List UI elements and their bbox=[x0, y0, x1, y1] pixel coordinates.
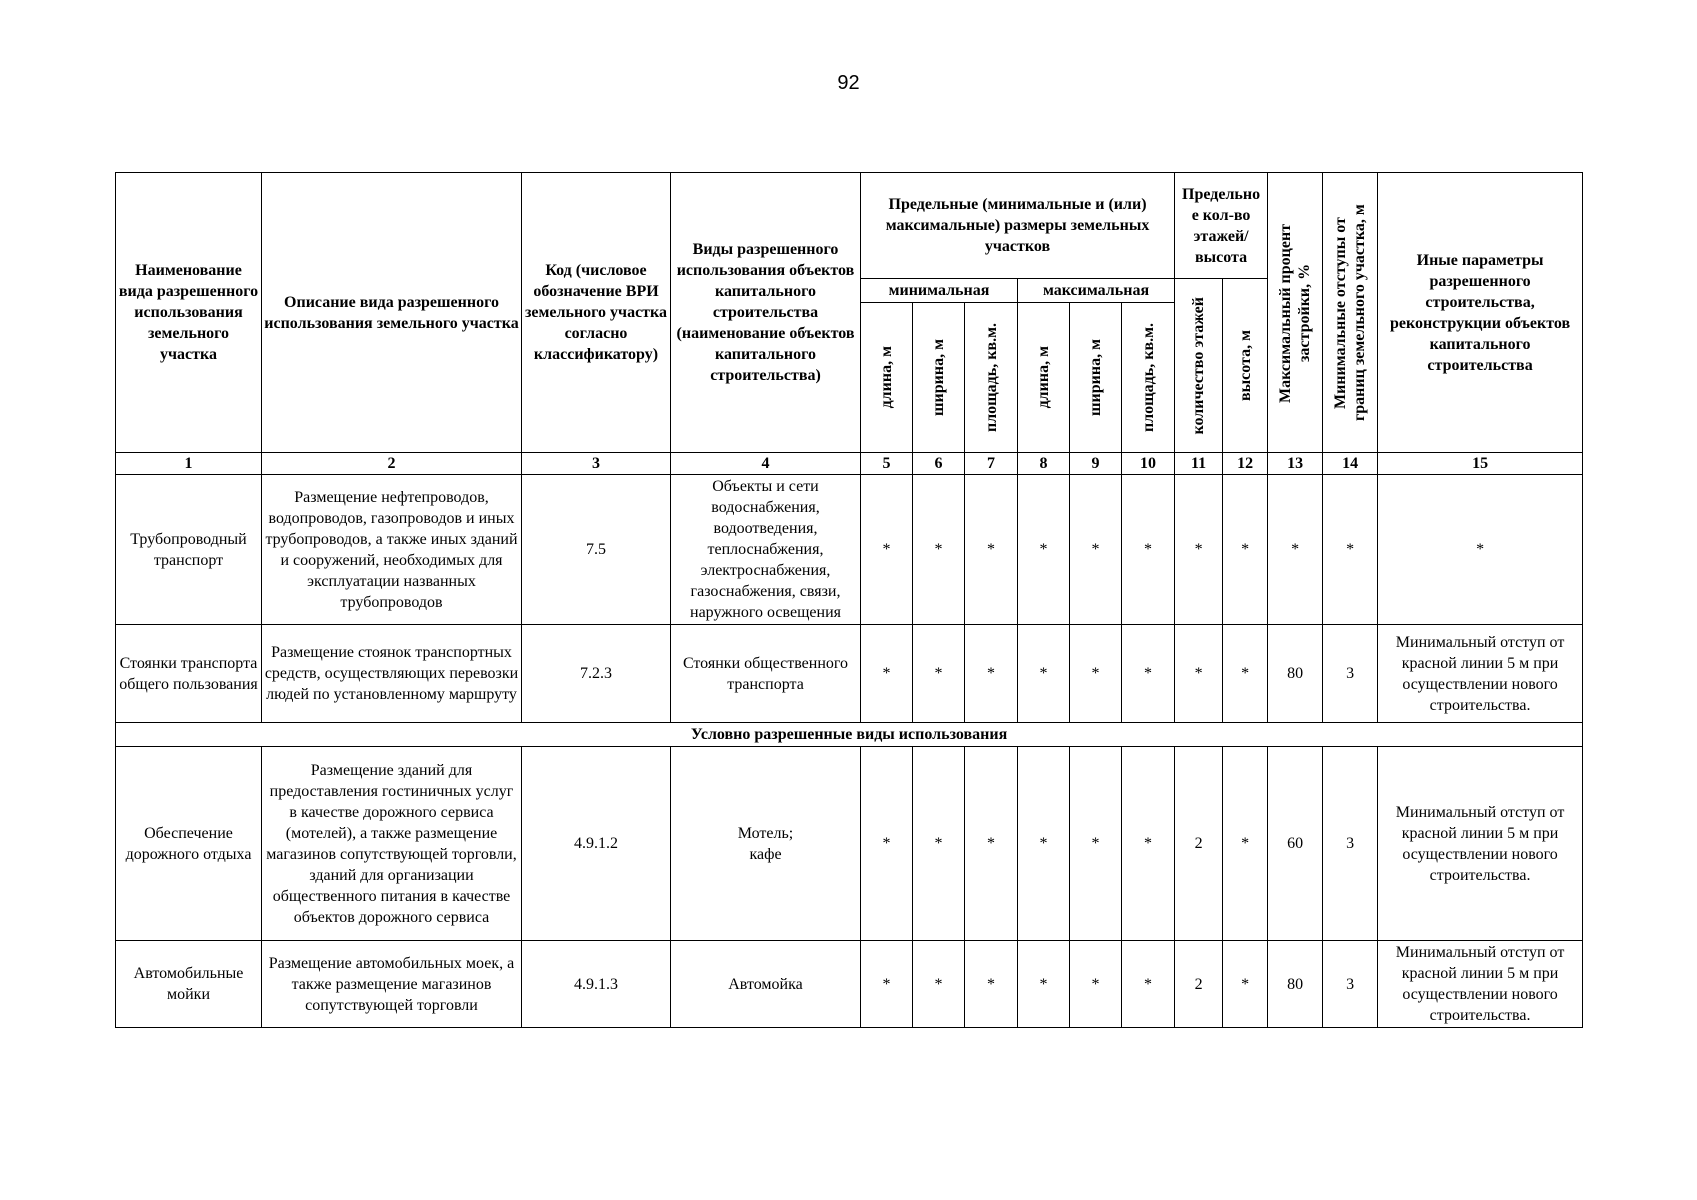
table-row bbox=[116, 475, 1583, 625]
header-min-setbacks: Минимальные отступы от границ земельного участка, м bbox=[1323, 173, 1378, 453]
cell-objects: Объекты и сети водоснабжения, водоотведения, теплоснабжения, электроснабжения, газоснабжения, связи, наружного освещения bbox=[671, 475, 861, 625]
column-number: 15 bbox=[1378, 453, 1583, 475]
cell-value: * bbox=[1122, 625, 1175, 723]
cell-description: Размещение автомобильных моек, а также размещение магазинов сопутствующей торговли bbox=[262, 941, 522, 1028]
cell-value: * bbox=[861, 475, 913, 625]
cell-description: Размещение стоянок транспортных средств, осуществляющих перевозки людей по установленному маршруту bbox=[262, 625, 522, 723]
cell-value: * bbox=[1070, 747, 1122, 941]
cell-objects: Мотель; кафе bbox=[671, 747, 861, 941]
column-number: 4 bbox=[671, 453, 861, 475]
column-number: 7 bbox=[965, 453, 1018, 475]
cell-value: * bbox=[1175, 625, 1223, 723]
cell-name: Обеспечение дорожного отдыха bbox=[116, 747, 262, 941]
cell-other-params: Минимальный отступ от красной линии 5 м при осуществлении нового строительства. bbox=[1378, 747, 1583, 941]
cell-other-params: * bbox=[1378, 475, 1583, 625]
cell-value: 2 bbox=[1175, 941, 1223, 1028]
header-description: Описание вида разрешенного использования земельного участка bbox=[262, 173, 522, 453]
cell-code: 4.9.1.3 bbox=[522, 941, 671, 1028]
cell-value: * bbox=[1018, 747, 1070, 941]
header-name: Наименование вида разрешенного использования земельного участка bbox=[116, 173, 262, 453]
cell-value: * bbox=[1323, 475, 1378, 625]
cell-value: * bbox=[965, 941, 1018, 1028]
header-max-length: длина, м bbox=[1018, 303, 1070, 453]
cell-value: * bbox=[1122, 747, 1175, 941]
cell-value: * bbox=[1223, 941, 1268, 1028]
cell-code: 7.2.3 bbox=[522, 625, 671, 723]
cell-name: Трубопроводный транспорт bbox=[116, 475, 262, 625]
header-min-area: площадь, кв.м. bbox=[965, 303, 1018, 453]
cell-value: * bbox=[913, 475, 965, 625]
cell-description: Размещение зданий для предоставления гостиничных услуг в качестве дорожного сервиса (мотелей), а также размещение магазинов сопутствующей торговли, зданий для организации общественного питания в качестве объектов дорожного сервиса bbox=[262, 747, 522, 941]
cell-other-params: Минимальный отступ от красной линии 5 м при осуществлении нового строительства. bbox=[1378, 941, 1583, 1028]
column-number: 11 bbox=[1175, 453, 1223, 475]
column-number: 6 bbox=[913, 453, 965, 475]
header-objects: Виды разрешенного использования объектов капитального строительства (наименование объектов капитального строительства) bbox=[671, 173, 861, 453]
cell-value: * bbox=[913, 941, 965, 1028]
cell-value: * bbox=[1070, 475, 1122, 625]
cell-value: * bbox=[1070, 625, 1122, 723]
cell-value: * bbox=[861, 625, 913, 723]
column-number: 5 bbox=[861, 453, 913, 475]
column-number: 2 bbox=[262, 453, 522, 475]
cell-value: * bbox=[1175, 475, 1223, 625]
cell-value: * bbox=[861, 941, 913, 1028]
cell-objects: Автомойка bbox=[671, 941, 861, 1028]
column-number: 3 bbox=[522, 453, 671, 475]
header-min-length: длина, м bbox=[861, 303, 913, 453]
header-minimum: минимальная bbox=[861, 279, 1018, 303]
cell-code: 4.9.1.2 bbox=[522, 747, 671, 941]
cell-description: Размещение нефтепроводов, водопроводов, газопроводов и иных трубопроводов, а также иных зданий и сооружений, необходимых для эксплуатации названных трубопроводов bbox=[262, 475, 522, 625]
section-row bbox=[116, 723, 1583, 747]
cell-value: * bbox=[1070, 941, 1122, 1028]
cell-code: 7.5 bbox=[522, 475, 671, 625]
column-number: 8 bbox=[1018, 453, 1070, 475]
cell-value: * bbox=[913, 747, 965, 941]
cell-value: * bbox=[1122, 475, 1175, 625]
table-row bbox=[116, 941, 1583, 1028]
cell-value: 3 bbox=[1323, 747, 1378, 941]
header-max-width: ширина, м bbox=[1070, 303, 1122, 453]
column-number: 9 bbox=[1070, 453, 1122, 475]
table-row bbox=[116, 747, 1583, 941]
cell-value: 80 bbox=[1268, 941, 1323, 1028]
column-number-row bbox=[116, 453, 1583, 475]
cell-value: * bbox=[1018, 475, 1070, 625]
header-height: высота, м bbox=[1223, 279, 1268, 453]
header-floors-height: Предельно е кол-во этажей/ высота bbox=[1175, 173, 1268, 279]
cell-value: * bbox=[1018, 941, 1070, 1028]
cell-value: * bbox=[965, 475, 1018, 625]
cell-value: * bbox=[1268, 475, 1323, 625]
header-min-width: ширина, м bbox=[913, 303, 965, 453]
cell-value: * bbox=[965, 747, 1018, 941]
cell-name: Стоянки транспорта общего пользования bbox=[116, 625, 262, 723]
cell-value: 2 bbox=[1175, 747, 1223, 941]
cell-value: * bbox=[913, 625, 965, 723]
header-other-params: Иные параметры разрешенного строительства, реконструкции объектов капитального строительства bbox=[1378, 173, 1583, 453]
header-max-building-percent: Максимальный процент застройки, % bbox=[1268, 173, 1323, 453]
table-body bbox=[116, 453, 1583, 1028]
cell-value: 80 bbox=[1268, 625, 1323, 723]
page-number: 92 bbox=[837, 72, 860, 94]
cell-value: * bbox=[1122, 941, 1175, 1028]
cell-value: * bbox=[861, 747, 913, 941]
cell-value: 60 bbox=[1268, 747, 1323, 941]
cell-value: * bbox=[1223, 747, 1268, 941]
cell-value: 3 bbox=[1323, 625, 1378, 723]
cell-other-params: Минимальный отступ от красной линии 5 м при осуществлении нового строительства. bbox=[1378, 625, 1583, 723]
header-floor-count: количество этажей bbox=[1175, 279, 1223, 453]
header-plot-sizes: Предельные (минимальные и (или) максимальные) размеры земельных участков bbox=[861, 173, 1175, 279]
column-number: 14 bbox=[1323, 453, 1378, 475]
header-code: Код (числовое обозначение ВРИ земельного участка согласно классификатору) bbox=[522, 173, 671, 453]
cell-value: * bbox=[1223, 625, 1268, 723]
header-max-area: площадь, кв.м. bbox=[1122, 303, 1175, 453]
column-number: 1 bbox=[116, 453, 262, 475]
cell-value: * bbox=[965, 625, 1018, 723]
header-maximum: максимальная bbox=[1018, 279, 1175, 303]
cell-value: * bbox=[1018, 625, 1070, 723]
table-row bbox=[116, 625, 1583, 723]
cell-value: * bbox=[1223, 475, 1268, 625]
regulations-table bbox=[115, 172, 1583, 1028]
column-number: 10 bbox=[1122, 453, 1175, 475]
cell-name: Автомобильные мойки bbox=[116, 941, 262, 1028]
cell-value: 3 bbox=[1323, 941, 1378, 1028]
column-number: 13 bbox=[1268, 453, 1323, 475]
column-number: 12 bbox=[1223, 453, 1268, 475]
cell-objects: Стоянки общественного транспорта bbox=[671, 625, 861, 723]
section-title: Условно разрешенные виды использования bbox=[116, 723, 1583, 747]
